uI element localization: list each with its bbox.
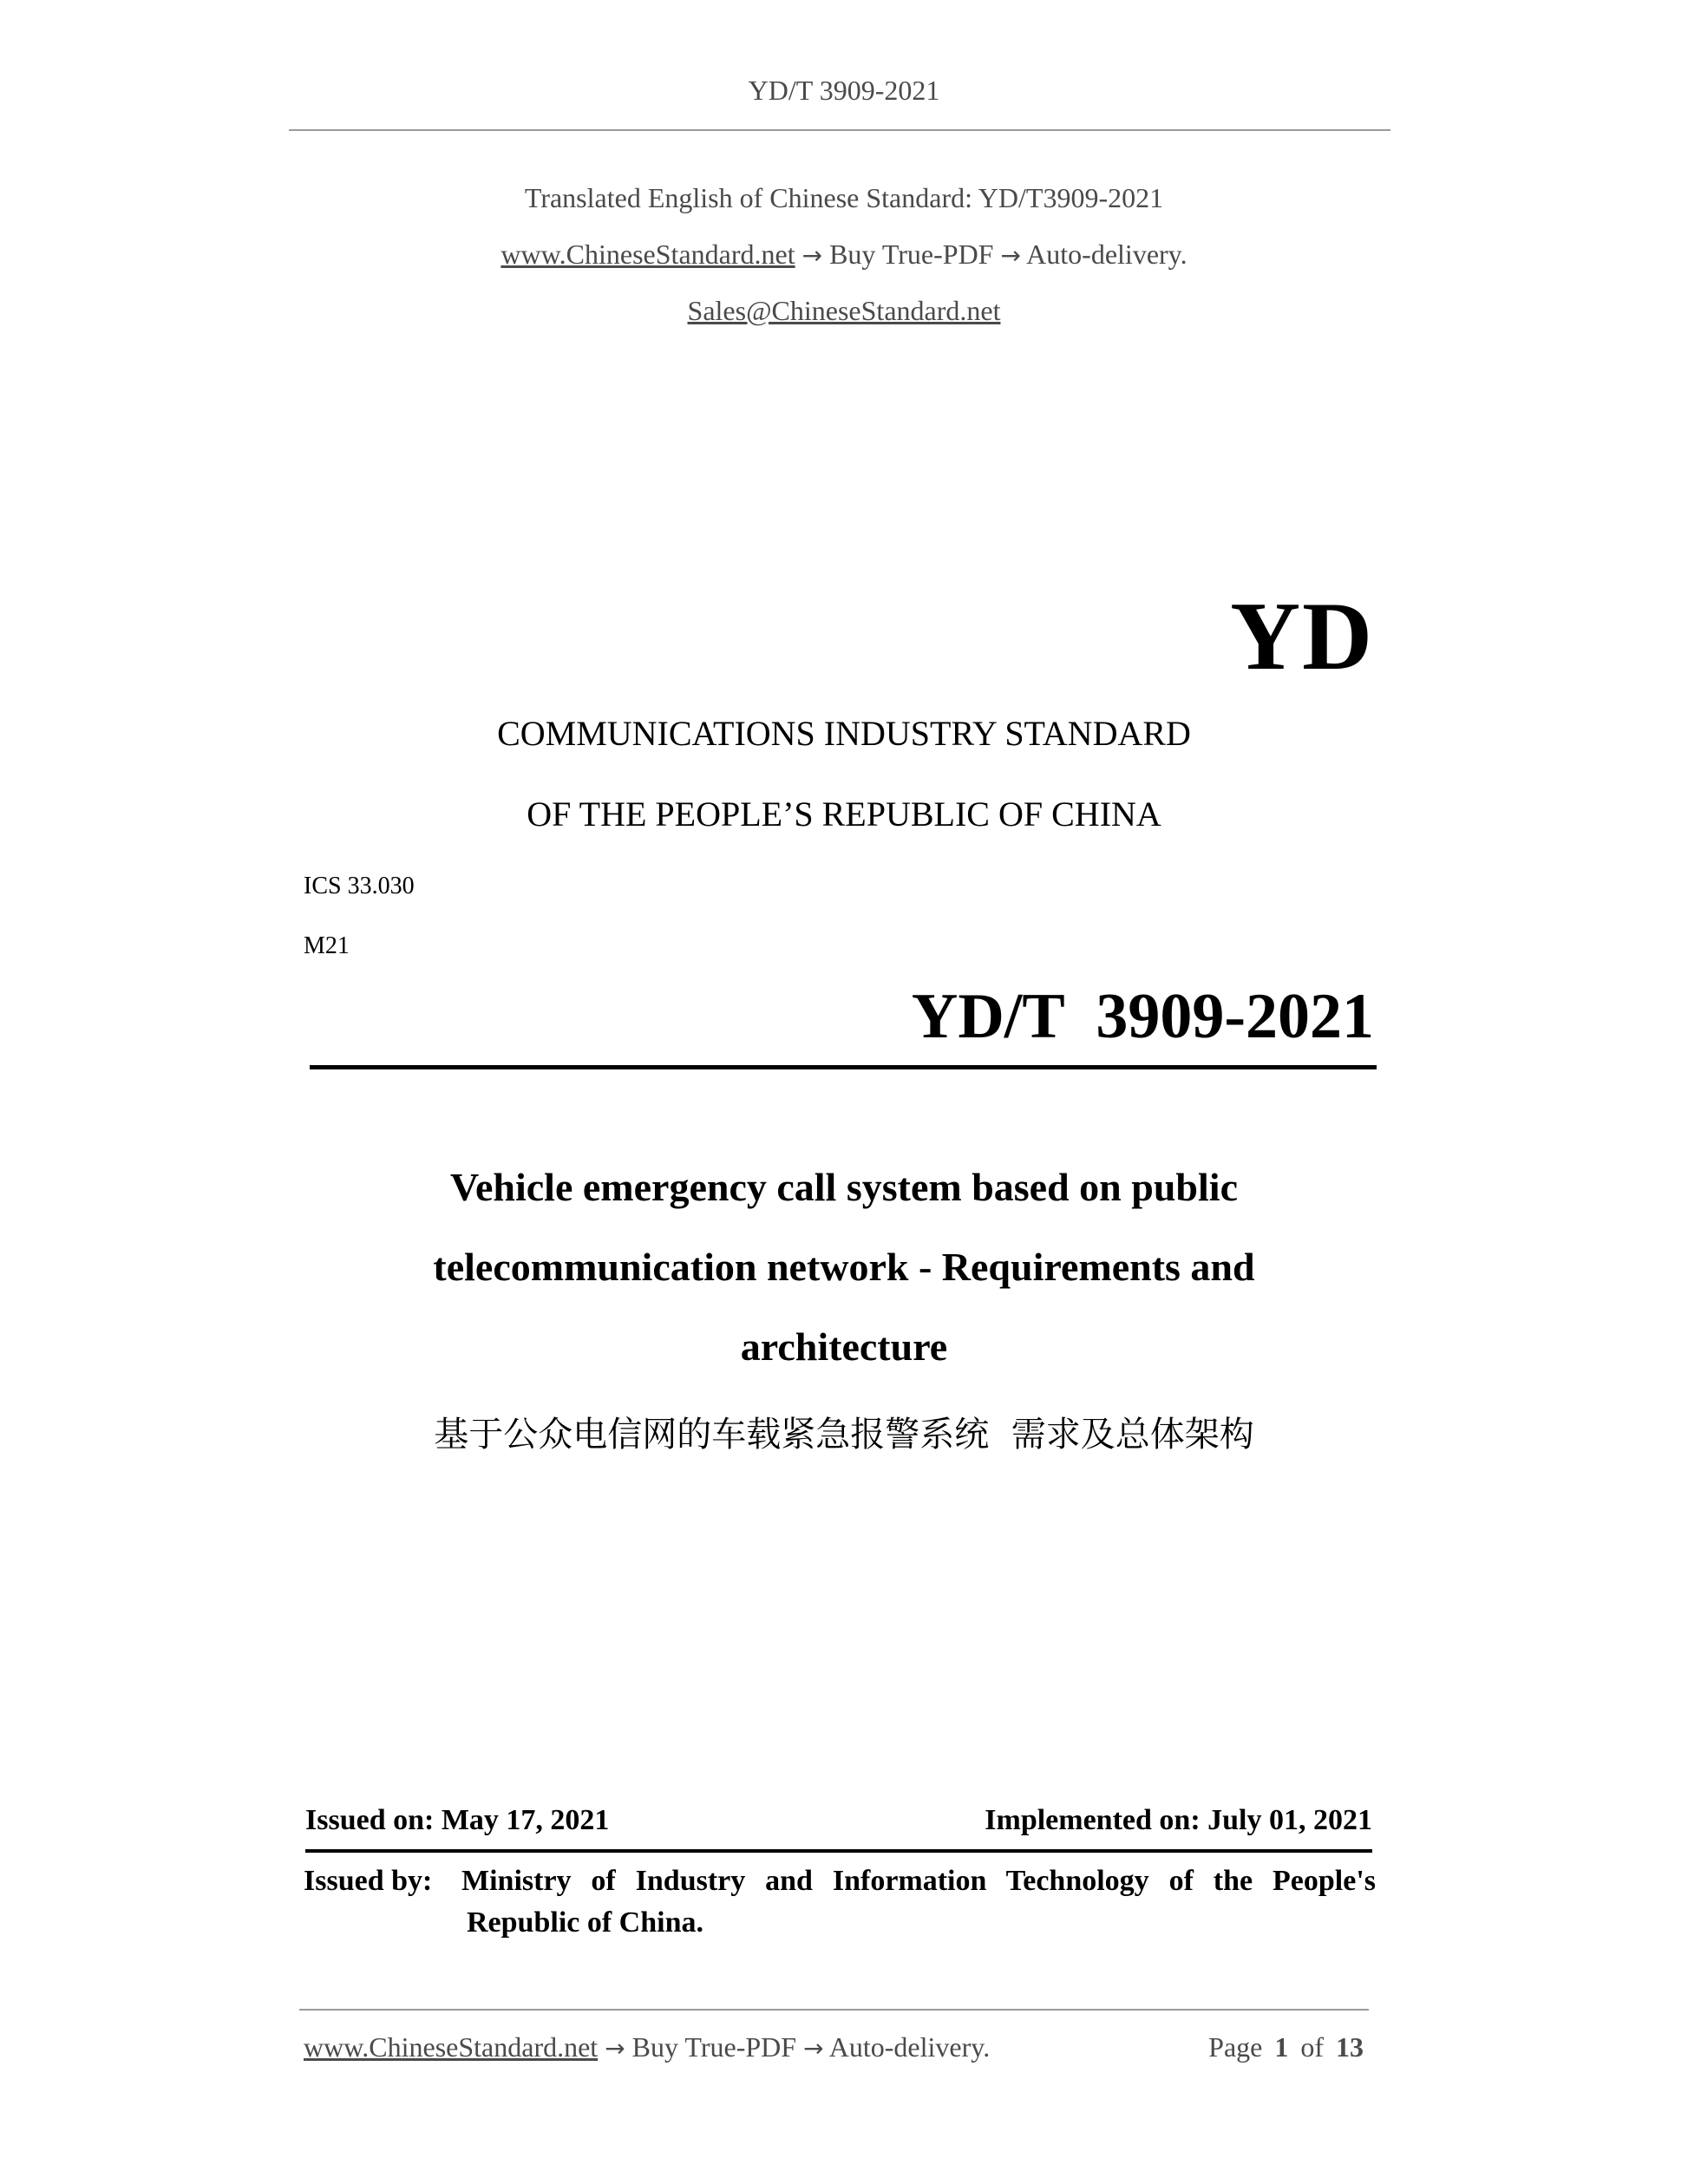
page-indicator (1208, 2031, 1364, 2063)
auto-delivery-text: Auto-delivery. (1026, 239, 1187, 270)
standard-number-rule (310, 1065, 1377, 1069)
arrow-icon: → (605, 2034, 625, 2063)
running-header: YD/T 3909-2021 (748, 75, 940, 106)
industry-standard-line-2: OF THE PEOPLE’S REPUBLIC OF CHINA (527, 794, 1161, 834)
header-divider (289, 129, 1390, 131)
page-current: 1 (1274, 2031, 1289, 2063)
footer-auto-text: Auto-delivery. (828, 2031, 991, 2063)
ics-code: ICS 33.030 (304, 873, 415, 899)
of-label: of (1300, 2031, 1324, 2063)
footer-divider (299, 2009, 1369, 2011)
arrow-icon: → (1000, 241, 1021, 270)
footer-site-link[interactable]: www.ChineseStandard.net (304, 2031, 599, 2063)
sales-email-link[interactable]: Sales@ChineseStandard.net (687, 295, 1001, 326)
ccs-code: M21 (304, 932, 350, 959)
industry-standard-line-1: COMMUNICATIONS INDUSTRY STANDARD (497, 714, 1191, 753)
title-line-1: Vehicle emergency call system based on public (449, 1165, 1238, 1209)
page-total: 13 (1336, 2031, 1364, 2063)
title-line-2: telecommunication network - Requirements and (433, 1245, 1255, 1289)
email-line (0, 295, 1688, 327)
title-line-3: architecture (740, 1324, 948, 1369)
buy-pdf-text: Buy True-PDF (829, 239, 994, 270)
arrow-icon: → (801, 241, 823, 270)
standard-number: YD/T 3909-2021 (911, 981, 1374, 1052)
issued-by-line-2: Republic of China. (467, 1906, 703, 1939)
footer-promo (304, 2031, 990, 2063)
yd-logo: YD (1230, 583, 1374, 690)
footer-buy-text: Buy True-PDF (631, 2031, 797, 2063)
promo-line (0, 239, 1688, 271)
arrow-icon: → (803, 2034, 824, 2063)
issued-by-line-1: Ministry of Industry and Information Technology of the People's (461, 1865, 1376, 1897)
implemented-on-date: Implemented on: July 01, 2021 (985, 1804, 1372, 1836)
translation-notice: Translated English of Chinese Standard: YD/T3909-2021 (524, 182, 1164, 213)
site-link[interactable]: www.ChineseStandard.net (501, 239, 795, 270)
title-chinese: 基于公众电信网的车载紧急报警系统 需求及总体架构 (434, 1415, 1254, 1455)
issued-by-label: Issued by: (304, 1865, 433, 1897)
page-label: Page (1208, 2031, 1263, 2063)
issued-on-date: Issued on: May 17, 2021 (305, 1804, 610, 1836)
dates-rule (305, 1849, 1372, 1853)
